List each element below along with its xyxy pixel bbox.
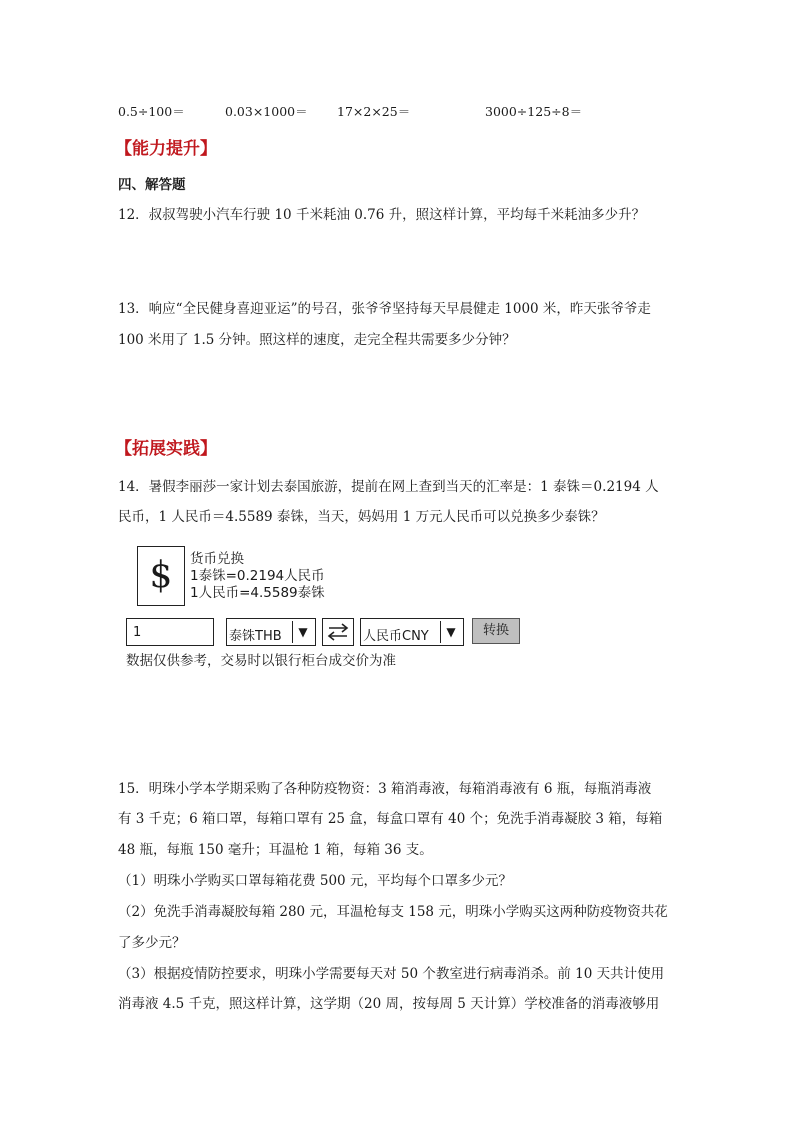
dollar-sign-icon [137, 546, 185, 606]
rate-thb-to-cny: 1泰铢=0.2194人民币 [190, 568, 325, 584]
convert-button[interactable]: 转换 [472, 618, 520, 644]
chevron-down-icon: ▼ [292, 621, 313, 643]
calc-item: 0.03×1000＝ [225, 104, 308, 119]
question-15-line: 有 3 千克；6 箱口罩，每箱口罩有 25 盒，每盒口罩有 40 个；免洗手消毒凝胶 3 箱，每箱 [118, 811, 663, 827]
chevron-down-icon: ▼ [440, 621, 461, 643]
amount-input[interactable]: 1 [126, 618, 214, 646]
question-13-line: 100 米用了 1.5 分钟。照这样的速度，走完全程共需要多少分钟？ [118, 332, 516, 348]
question-12: 12．叔叔驾驶小汽车行驶 10 千米耗油 0.76 升，照这样计算，平均每千米耗油多少升？ [118, 207, 646, 223]
section-heading-ability: 【能力提升】 [115, 139, 217, 159]
to-currency-label: 人民币CNY [363, 629, 429, 644]
calc-item: 0.5÷100＝ [118, 104, 185, 119]
converter-title: 货币兑换 [190, 551, 244, 567]
question-13-line: 13．响应“全民健身喜迎亚运”的号召，张爷爷坚持每天早晨健走 1000 米，昨天张爷爷走 [118, 301, 651, 317]
to-currency-select[interactable] [360, 618, 464, 646]
swap-arrows-icon [323, 619, 353, 645]
from-currency-select[interactable] [226, 618, 316, 646]
from-currency-label: 泰铢THB [229, 629, 282, 644]
disclaimer-note: 数据仅供参考，交易时以银行柜台成交价为准 [126, 653, 396, 669]
calc-item: 3000÷125÷8＝ [485, 104, 583, 119]
swap-currency-button[interactable] [322, 618, 354, 646]
question-15-subquestion-3-cont: 消毒液 4.5 千克，照这样计算，这学期（20 周，按每周 5 天计算）学校准备的消毒液够用 [118, 996, 660, 1012]
question-14-line: 民币，1 人民币＝4.5589 泰铢，当天，妈妈用 1 万元人民币可以兑换多少泰铢？ [118, 509, 605, 525]
question-15-line: 15．明珠小学本学期采购了各种防疫物资：3 箱消毒液，每箱消毒液有 6 瓶，每瓶消毒液 [118, 781, 652, 797]
section-heading-practice: 【拓展实践】 [115, 439, 217, 459]
question-15-subquestion-3: （3）根据疫情防控要求，明珠小学需要每天对 50 个教室进行病毒消杀。前 10 天共计使用 [118, 966, 665, 982]
dollar-glyph: $ [149, 555, 173, 596]
question-15-subquestion-2-cont: 了多少元？ [118, 935, 186, 951]
question-15-subquestion-1: （1）明珠小学购买口罩每箱花费 500 元，平均每个口罩多少元？ [118, 873, 512, 889]
section-heading-answers: 四、解答题 [118, 177, 186, 193]
calc-item: 17×2×25＝ [337, 104, 411, 119]
question-14-line: 14．暑假李丽莎一家计划去泰国旅游，提前在网上查到当天的汇率是：1 泰铢＝0.2194 人 [118, 479, 659, 495]
question-15-line: 48 瓶，每瓶 150 毫升；耳温枪 1 箱，每箱 36 支。 [118, 842, 433, 858]
question-15-subquestion-2: （2）免洗手消毒凝胶每箱 280 元，耳温枪每支 158 元，明珠小学购买这两种防疫物资共花 [118, 904, 668, 920]
rate-cny-to-thb: 1人民币=4.5589泰铢 [190, 585, 325, 601]
